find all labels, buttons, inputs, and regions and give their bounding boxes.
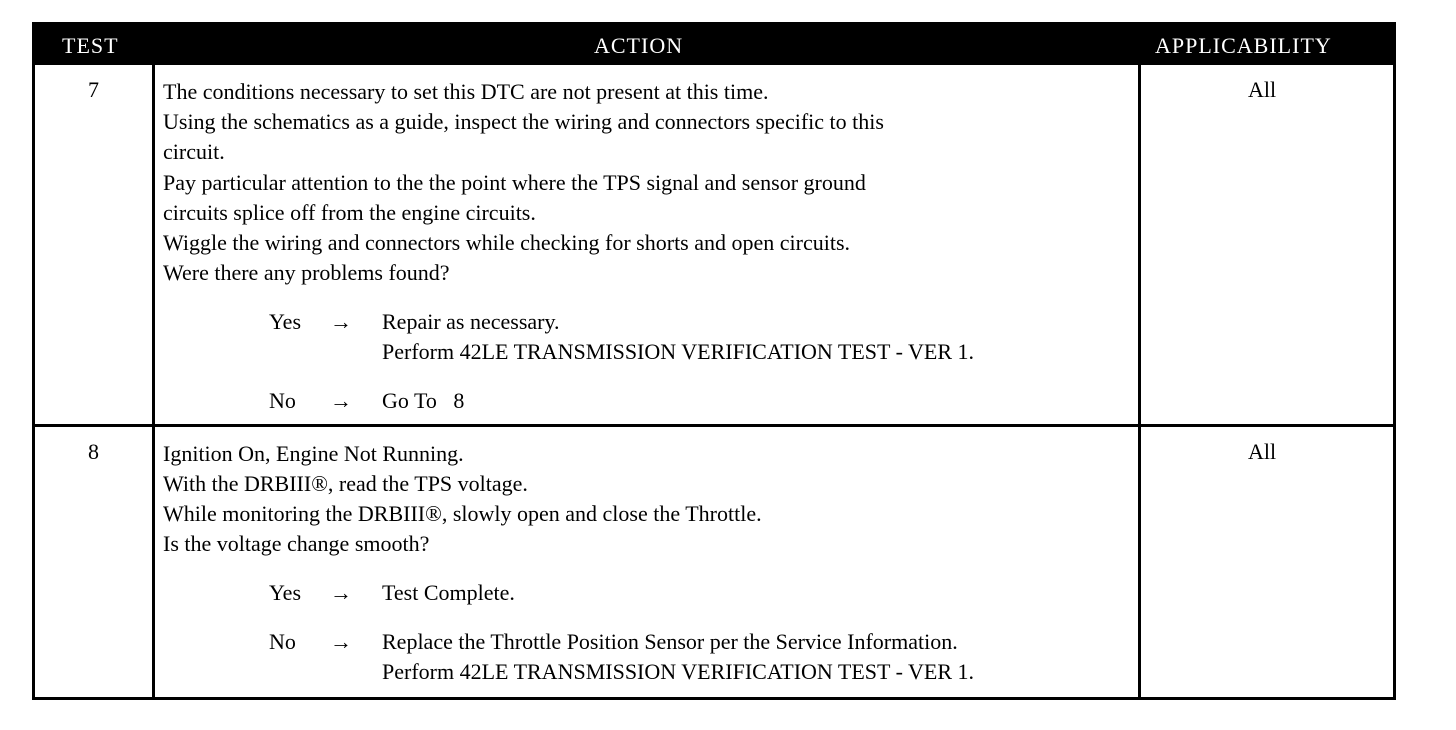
right-arrow-icon: → bbox=[330, 629, 352, 654]
no-result-line: Go To 8 bbox=[382, 388, 465, 413]
right-arrow-icon: → bbox=[330, 580, 352, 605]
action-line: The conditions necessary to set this DTC are not present at this time. bbox=[163, 79, 769, 104]
test-number: 7 bbox=[88, 77, 99, 102]
right-arrow-icon: → bbox=[330, 388, 352, 413]
no-label: No bbox=[269, 629, 296, 654]
header-action: ACTION bbox=[594, 33, 684, 58]
column-divider-applicability bbox=[1138, 25, 1141, 697]
yes-label: Yes bbox=[269, 580, 302, 605]
table-header bbox=[35, 25, 1393, 65]
no-label: No bbox=[269, 388, 296, 413]
applicability-value: All bbox=[1248, 439, 1277, 464]
action-line: Wiggle the wiring and connectors while checking for shorts and open circuits. bbox=[163, 230, 851, 255]
action-line: circuits splice off from the engine circuits. bbox=[163, 200, 536, 225]
action-line: Were there any problems found? bbox=[163, 260, 450, 285]
header-applicability: APPLICABILITY bbox=[1155, 33, 1332, 58]
yes-label: Yes bbox=[269, 309, 302, 334]
action-line: Using the schematics as a guide, inspect the wiring and connectors specific to this bbox=[163, 109, 884, 134]
action-line: While monitoring the DRBIII®, slowly open and close the Throttle. bbox=[163, 501, 762, 526]
column-divider-test bbox=[152, 25, 155, 697]
no-result-line: Perform 42LE TRANSMISSION VERIFICATION TEST - VER 1. bbox=[382, 659, 974, 684]
right-arrow-icon: → bbox=[330, 309, 352, 334]
header-test: TEST bbox=[62, 33, 119, 58]
yes-result-line: Perform 42LE TRANSMISSION VERIFICATION TEST - VER 1. bbox=[382, 339, 974, 364]
action-line: Ignition On, Engine Not Running. bbox=[163, 441, 464, 466]
row-divider bbox=[35, 424, 1393, 427]
applicability-value: All bbox=[1248, 77, 1277, 102]
action-line: circuit. bbox=[163, 139, 225, 164]
yes-result-line: Test Complete. bbox=[382, 580, 515, 605]
action-line: Is the voltage change smooth? bbox=[163, 531, 430, 556]
diagnostic-table bbox=[32, 22, 1396, 700]
action-line: Pay particular attention to the the point where the TPS signal and sensor ground bbox=[163, 170, 866, 195]
yes-result-line: Repair as necessary. bbox=[382, 309, 560, 334]
no-result-line: Replace the Throttle Position Sensor per the Service Information. bbox=[382, 629, 958, 654]
action-line: With the DRBIII®, read the TPS voltage. bbox=[163, 471, 528, 496]
test-number: 8 bbox=[88, 439, 99, 464]
